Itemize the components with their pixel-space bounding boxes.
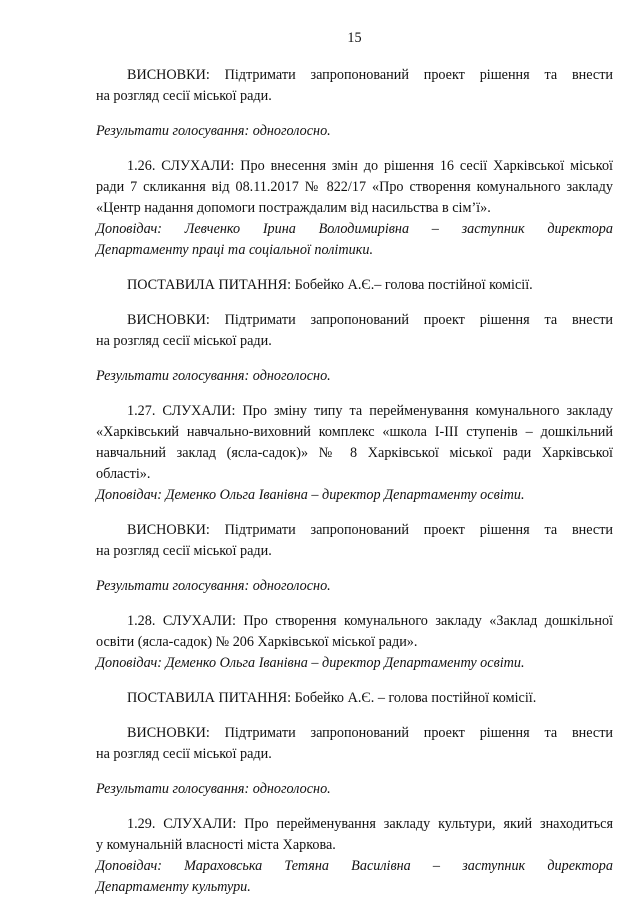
item-1-26-line-2: ради 7 скликання від 08.11.2017 № 822/17 «Про створення комунального закладу: [96, 179, 613, 195]
voting-results: Результати голосування: одноголосно.: [96, 781, 331, 797]
conclusions-line-2: на розгляд сесії міської ради.: [96, 333, 272, 349]
conclusions-line-2: на розгляд сесії міської ради.: [96, 746, 272, 762]
voting-results: Результати голосування: одноголосно.: [96, 368, 331, 384]
item-1-27-line-1: 1.27. СЛУХАЛИ: Про зміну типу та перейменування комунального закладу: [127, 403, 613, 419]
item-1-26-speaker-line-1: Доповідач: Левченко Ірина Володимирівна – заступник директора: [96, 221, 613, 237]
item-1-29-line-1: 1.29. СЛУХАЛИ: Про перейменування закладу культури, який знаходиться: [127, 816, 613, 832]
item-1-26-line-3: «Центр надання допомоги постраждалим від насильства в сім’ї».: [96, 200, 491, 216]
page-number: 15: [347, 30, 362, 46]
item-1-26-speaker-line-2: Департаменту праці та соціальної політики.: [96, 242, 373, 258]
item-1-27-line-2: «Харківський навчально-виховний комплекс «школа I-III ступенів – дошкільний: [96, 424, 613, 440]
item-1-28-speaker: Доповідач: Деменко Ольга Іванівна – директор Департаменту освіти.: [96, 655, 525, 671]
question-raised: ПОСТАВИЛА ПИТАННЯ: Бобейко А.Є. – голова постійної комісії.: [127, 690, 537, 706]
item-1-29-line-2: у комунальній власності міста Харкова.: [96, 837, 336, 853]
voting-results: Результати голосування: одноголосно.: [96, 123, 331, 139]
item-1-29-speaker-line-1: Доповідач: Мараховська Тетяна Василівна – заступник директора: [96, 858, 613, 874]
voting-results: Результати голосування: одноголосно.: [96, 578, 331, 594]
item-1-29-speaker-line-2: Департаменту культури.: [96, 879, 251, 895]
conclusions-line-1: ВИСНОВКИ: Підтримати запропонований проект рішення та внести: [127, 67, 613, 83]
item-1-28-line-2: освіти (ясла-садок) № 206 Харківської міської ради».: [96, 634, 418, 650]
conclusions-line-2: на розгляд сесії міської ради.: [96, 543, 272, 559]
item-1-27-line-3: навчальний заклад (ясла-садок)» № 8 Харківської міської ради Харківської: [96, 445, 613, 461]
item-1-27-line-4: області».: [96, 466, 151, 482]
conclusions-line-1: ВИСНОВКИ: Підтримати запропонований проект рішення та внести: [127, 522, 613, 538]
conclusions-line-2: на розгляд сесії міської ради.: [96, 88, 272, 104]
question-raised: ПОСТАВИЛА ПИТАННЯ: Бобейко А.Є.– голова постійної комісії.: [127, 277, 533, 293]
item-1-26-line-1: 1.26. СЛУХАЛИ: Про внесення змін до рішення 16 сесії Харківської міської: [127, 158, 613, 174]
conclusions-line-1: ВИСНОВКИ: Підтримати запропонований проект рішення та внести: [127, 312, 613, 328]
item-1-27-speaker: Доповідач: Деменко Ольга Іванівна – директор Департаменту освіти.: [96, 487, 525, 503]
item-1-28-line-1: 1.28. СЛУХАЛИ: Про створення комунального закладу «Заклад дошкільної: [127, 613, 613, 629]
conclusions-line-1: ВИСНОВКИ: Підтримати запропонований проект рішення та внести: [127, 725, 613, 741]
